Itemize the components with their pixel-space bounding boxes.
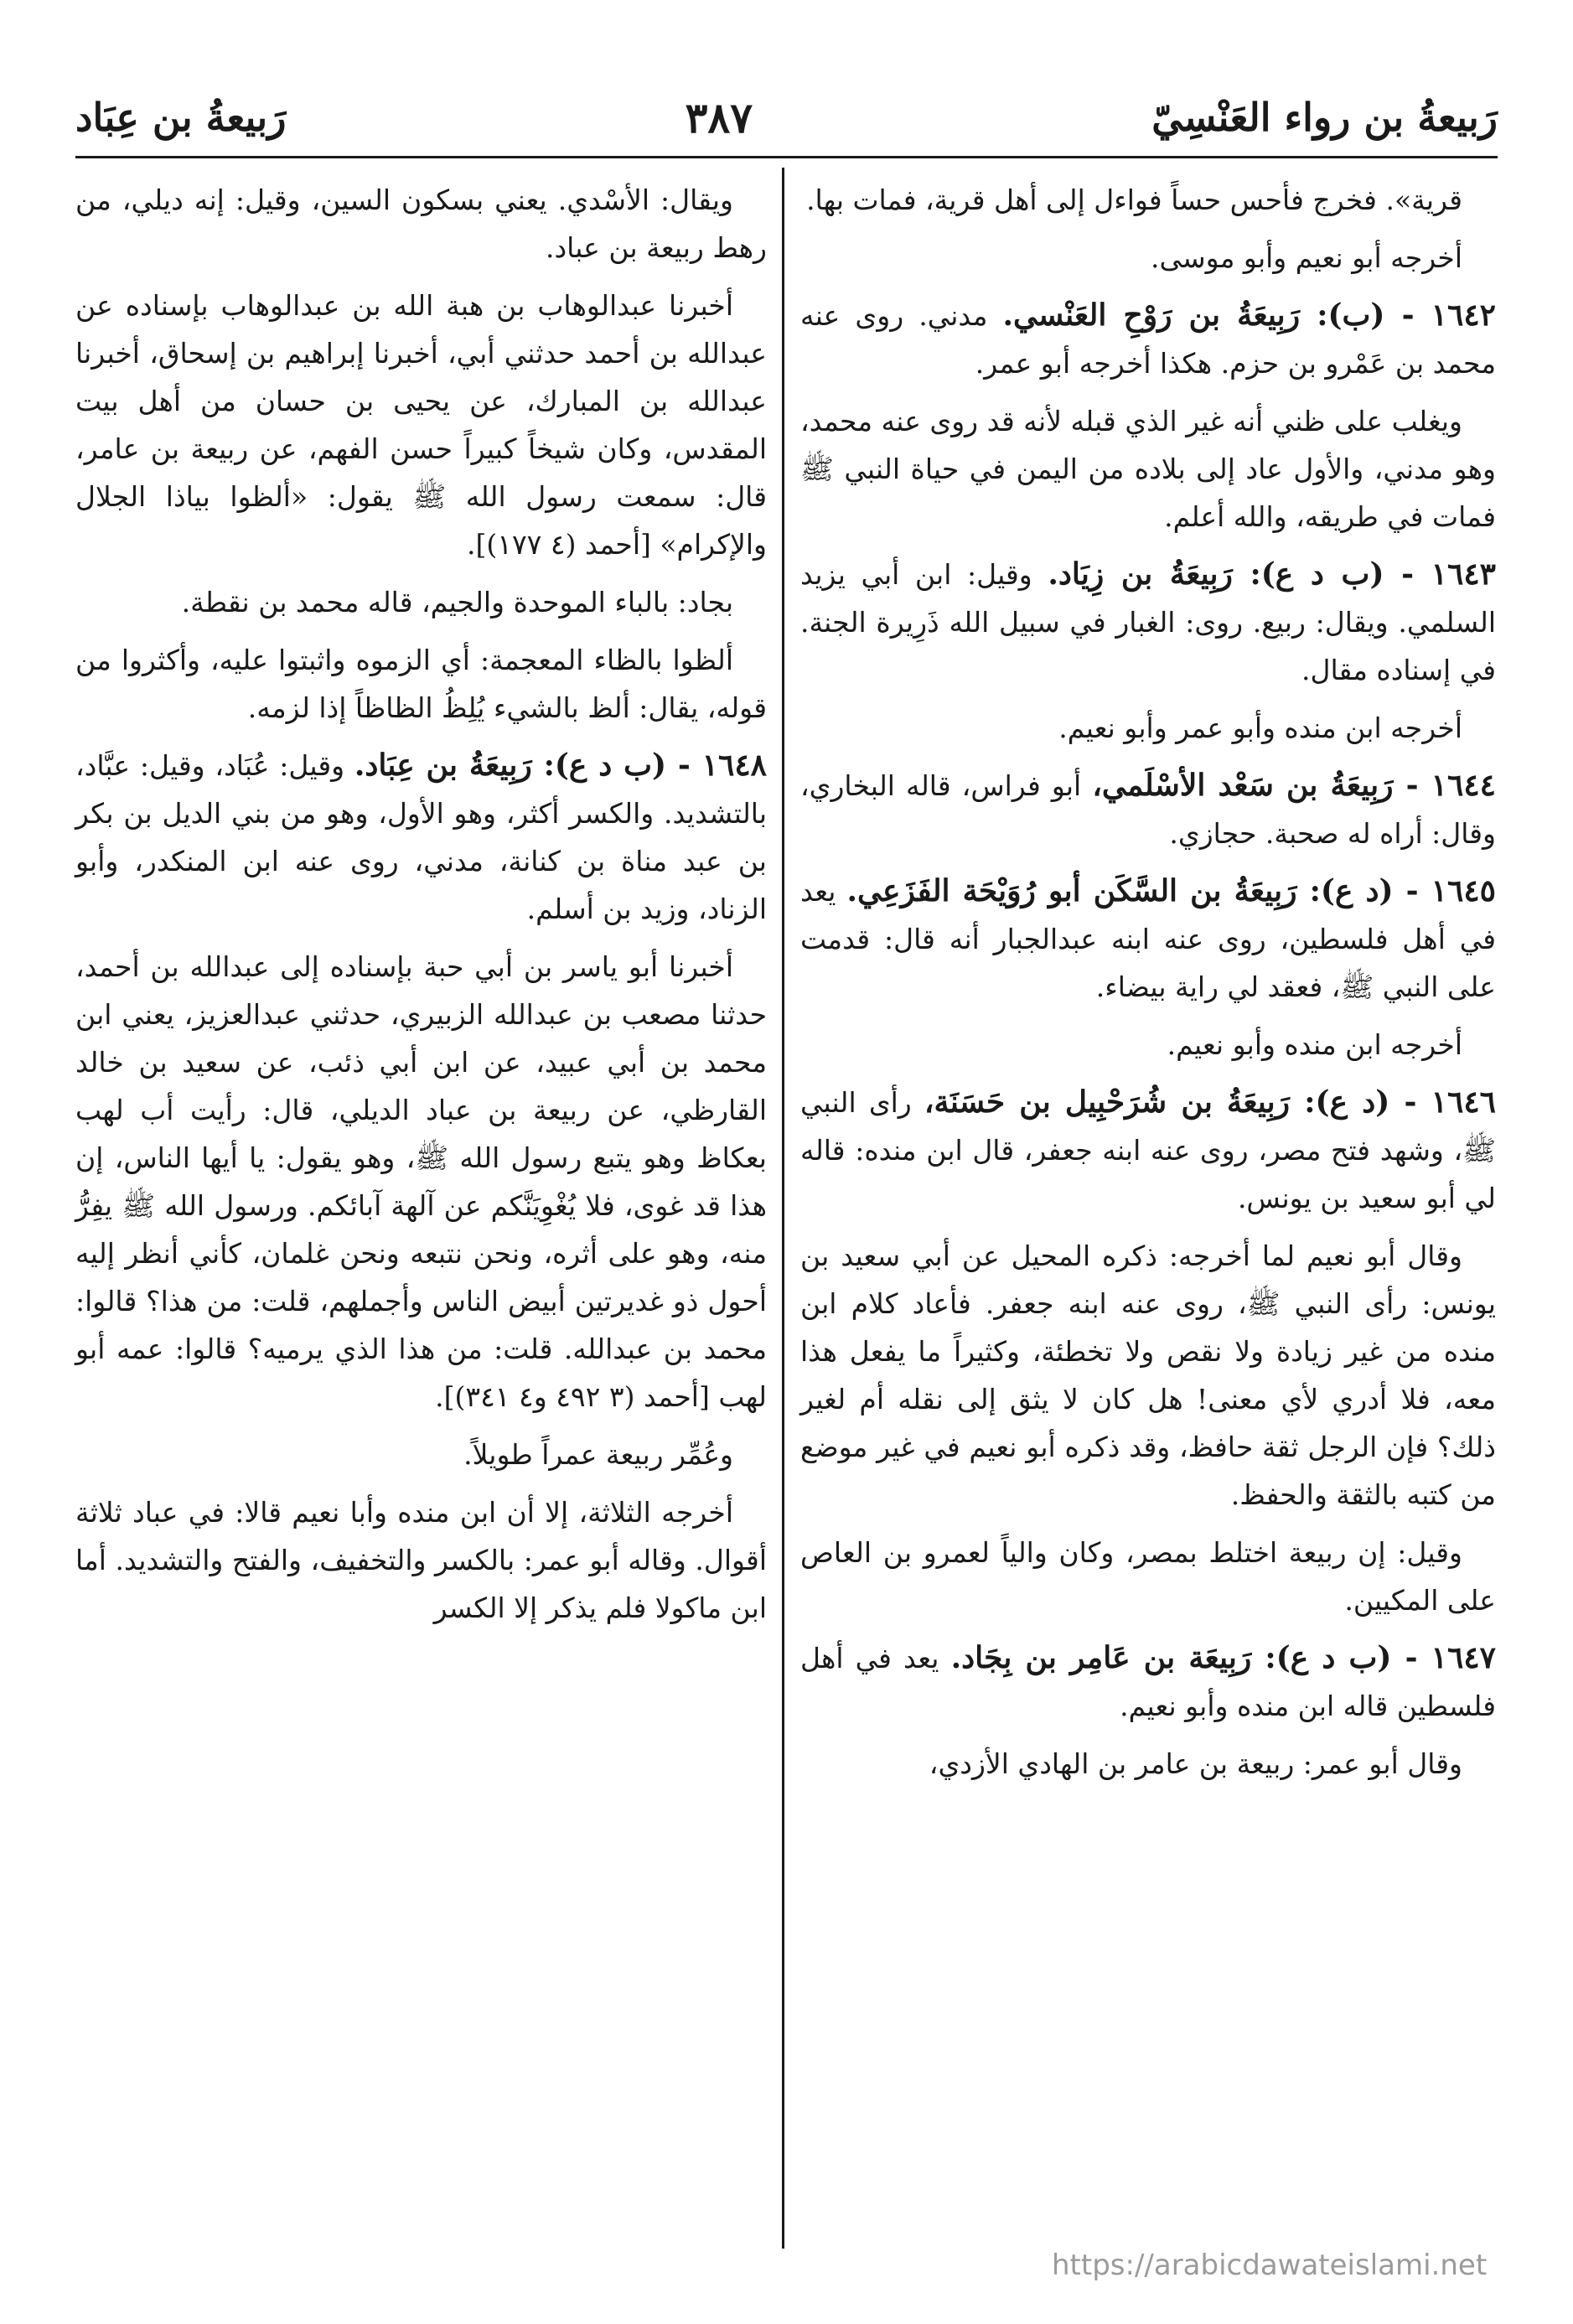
entry-text: يعد في أهل فلسطين قاله ابن منده وأبو نعيم. — [800, 1642, 1496, 1722]
watermark-url: https://arabicdawateislami.net — [1052, 2249, 1488, 2282]
running-header — [75, 88, 1498, 147]
biography-entry — [800, 292, 1496, 387]
entry-heading: ١٦٤٧ - (ب د ع): رَبِيعَة بن عَامِر بن بِجَاد. — [950, 1640, 1496, 1675]
entry-text: وقيل: عُبَاد، وقيل: عبَّاد، بالتشديد. والكسر أكثر، وهو الأول، وهو من بني الديل بن بكر بن عبد مناة بن كنانة، مدني، روى عنه ابن المنكدر، وأبو الزناد، وزيد بن أسلم. — [75, 749, 767, 925]
paragraph: أخرجه الثلاثة، إلا أن ابن منده وأبا نعيم قالا: في عباد ثلاثة أقوال. وقاله أبو عمر: بالكسر والتخفيف، والفتح والتشديد. أما ابن ماكولا فلم يذكر إلا الكسر — [75, 1496, 767, 1624]
entry-heading: ١٦٤٨ - (ب د ع): رَبِيعَةُ بن عِبَاد. — [354, 748, 767, 783]
paragraph: أخرجه أبو نعيم وأبو موسى. — [1151, 241, 1462, 274]
paragraph: ويقال: الأسْدي. يعني بسكون السين، وقيل: إنه ديلي، من رهط ربيعة بن عباد. — [75, 184, 767, 264]
entry-heading: ١٦٤٣ - (ب د ع): رَبِيعَةُ بن زِيَاد. — [1048, 556, 1496, 592]
entry-heading: ١٦٤٤ - رَبِيعَةُ بن سَعْد الأسْلَمي، — [1092, 768, 1496, 803]
biography-entry — [800, 551, 1496, 694]
column-divider — [782, 168, 784, 2249]
biography-entry — [800, 762, 1496, 857]
header-right-title: رَبيعةُ بن رواء العَنْسِيّ — [1151, 95, 1498, 140]
paragraph: ويغلب على ظني أنه غير الذي قبله لأنه قد روى عنه محمد، وهو مدني، والأول عاد إلى بلاده من اليمن في حياة النبي ﷺ فمات في طريقه، والله أعلم. — [800, 405, 1496, 533]
paragraph: أخرجه ابن منده وأبو نعيم. — [1167, 1028, 1462, 1061]
paragraph: ألظوا بالظاء المعجمة: أي الزموه واثبتوا عليه، وأكثروا من قوله، يقال: ألظ بالشيء يُلِظُ الظاظاً إذا لزمه. — [75, 644, 767, 724]
paragraph: وقيل: إن ربيعة اختلط بمصر، وكان والياً لعمرو بن العاص على المكيين. — [800, 1536, 1496, 1617]
header-rule — [75, 156, 1498, 158]
paragraph: قرية». فخرج فأحس حساً فواءل إلى أهل قرية، فمات بها. — [806, 184, 1462, 216]
entry-text: أبو فراس، قاله البخاري، وقال: أراه له صحبة. حجازي. — [800, 769, 1496, 850]
biography-entry — [800, 867, 1496, 1011]
entry-text: وقيل: ابن أبي يزيد السلمي. ويقال: ربيع. روى: الغبار في سبيل الله ذَرِيرة الجنة. في إسناده مقال. — [800, 558, 1496, 686]
left-column — [75, 176, 767, 1642]
paragraph: وقال أبو عمر: ربيعة بن عامر بن الهادي الأزدي، — [929, 1747, 1462, 1780]
right-column — [800, 176, 1496, 1798]
paragraph: أخرجه ابن منده وأبو عمر وأبو نعيم. — [1058, 712, 1462, 744]
entry-text: رأى النبي ﷺ، وشهد فتح مصر، روى عنه ابنه جعفر، قال ابن منده: قاله لي أبو سعيد بن يونس. — [800, 1086, 1496, 1214]
entry-heading: ١٦٤٢ - (ب): رَبِيعَةُ بن رَوْحِ العَنْسي. — [1002, 298, 1496, 333]
paragraph: أخبرنا عبدالوهاب بن هبة الله بن عبدالوهاب بإسناده عن عبدالله بن أحمد حدثني أبي، أخبرنا إبراهيم بن إسحاق، أخبرنا عبدالله بن المبارك، عن يحيى بن حسان من أهل بيت المقدس، وكان شيخاً كبيراً حسن الفهم، عن ربيعة بن عامر، قال: سمعت رسول الله ﷺ يقول: «ألظوا بياذا الجلال والإكرام» [أحمد (٤ ١٧٧)]. — [75, 289, 767, 561]
paragraph: أخبرنا أبو ياسر بن أبي حبة بإسناده إلى عبدالله بن أحمد، حدثنا مصعب بن عبدالله الزبيري، حدثني عبدالعزيز، يعني ابن محمد بن أبي عبيد، عن ابن أبي ذئب، عن سعيد بن خالد القارظي، عن ربيعة بن عباد الديلي، قال: رأيت أب لهب بعكاظ وهو يتبع رسول الله ﷺ، وهو يقول: يا أيها الناس، إن هذا قد غوى، فلا يُغْوِيَنَّكم عن آلهة آبائكم. ورسول الله ﷺ يفِرُّ منه، وهو على أثره، ونحن نتبعه ونحن غلمان، كأني أنظر إليه أحول ذو غديرتين أبيض الناس وأجملهم، قلت: من هذا؟ قالوا: محمد بن عبدالله. قلت: من هذا الذي يرميه؟ قالوا: عمه أبو لهب [أحمد (٣ ٤٩٢ و٤ ٣٤١)]. — [75, 950, 767, 1413]
entry-text: مدني. روى عنه محمد بن عَمْرو بن حزم. هكذا أخرجه أبو عمر. — [800, 299, 1496, 380]
paragraph: وقال أبو نعيم لما أخرجه: ذكره المحيل عن أبي سعيد بن يونس: رأى النبي ﷺ، روى عنه ابنه جعفر. فأعاد كلام ابن منده من غير زيادة ولا نقص ولا تخطئة، وكثيراً ما يفعل هذا معه، فلا أدري لأي معنى! هل كان لا يثق إلى نقله أم لغير ذلك؟ فإن الرجل ثقة حافظ، وقد ذكره أبو نعيم في غير موضع من كتبه بالثقة والحفظ. — [800, 1240, 1496, 1511]
biography-entry — [800, 1079, 1496, 1222]
biography-entry — [800, 1634, 1496, 1730]
biography-entry — [75, 742, 767, 933]
paragraph: بجاد: بالباء الموحدة والجيم، قاله محمد بن نقطة. — [181, 586, 733, 619]
entry-text: يعد في أهل فلسطين، روى عنه ابنه عبدالجبار أنه قال: قدمت على النبي ﷺ، فعقد لي راية بيضاء. — [800, 875, 1496, 1003]
header-left-title: رَبيعةُ بن عِبَاد — [75, 95, 287, 140]
entry-heading: ١٦٤٦ - (د ع): رَبِيعَةُ بن شُرَحْبِيل بن حَسَنَة، — [924, 1084, 1496, 1120]
paragraph: وعُمِّر ربيعة عمراً طويلاً. — [463, 1438, 733, 1471]
entry-heading: ١٦٤٥ - (د ع): رَبِيعَةُ بن السَّكَن أبو رُوَيْحَة الفَزَعِي. — [846, 873, 1496, 908]
page-number: ٣٨٧ — [685, 92, 753, 142]
